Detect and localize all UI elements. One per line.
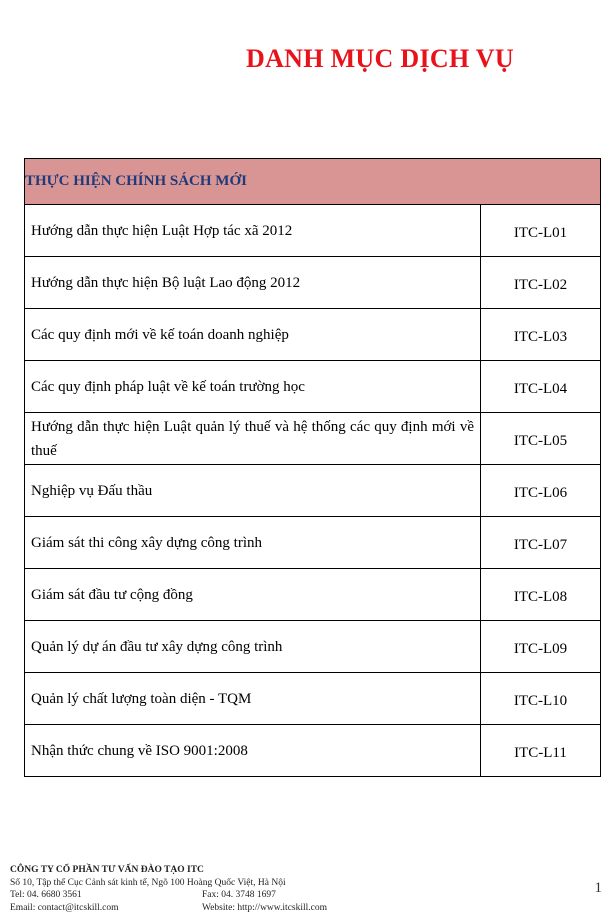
service-name: Quản lý dự án đầu tư xây dựng công trình — [25, 621, 481, 673]
footer-website: Website: http://www.itcskill.com — [202, 902, 328, 913]
footer — [10, 864, 570, 914]
service-code: ITC-L04 — [481, 361, 601, 413]
table-row — [25, 517, 601, 569]
service-code: ITC-L02 — [481, 257, 601, 309]
table-row — [25, 257, 601, 309]
service-code: ITC-L11 — [481, 725, 601, 777]
service-name: Các quy định mới về kế toán doanh nghiệp — [25, 309, 481, 361]
page-number: 1 — [594, 880, 602, 896]
service-code: ITC-L01 — [481, 205, 601, 257]
service-code: ITC-L05 — [481, 413, 601, 465]
service-code: ITC-L07 — [481, 517, 601, 569]
service-table — [24, 158, 601, 777]
footer-company: CÔNG TY CỔ PHẦN TƯ VẤN ĐÀO TẠO ITC — [10, 865, 204, 875]
footer-address: Số 10, Tập thể Cục Cảnh sát kinh tế, Ngõ 100 Hoàng Quốc Việt, Hà Nội — [10, 877, 286, 888]
footer-tel: Tel: 04. 6680 3561 — [10, 890, 82, 900]
service-name: Giám sát thi công xây dựng công trình — [25, 517, 481, 569]
table-row — [25, 569, 601, 621]
service-name: Hướng dẫn thực hiện Luật Hợp tác xã 2012 — [25, 205, 481, 257]
table-row — [25, 205, 601, 257]
service-name: Hướng dẫn thực hiện Luật quản lý thuế và hệ thống các quy định mới về thuế — [25, 413, 481, 465]
table-row — [25, 361, 601, 413]
footer-fax: Fax: 04. 3748 1697 — [202, 890, 276, 900]
footer-email: Email: contact@itcskill.com — [10, 902, 119, 913]
service-code: ITC-L06 — [481, 465, 601, 517]
table-row — [25, 725, 601, 777]
service-code: ITC-L03 — [481, 309, 601, 361]
service-name: Giám sát đầu tư cộng đồng — [25, 569, 481, 621]
service-code: ITC-L08 — [481, 569, 601, 621]
table-row — [25, 465, 601, 517]
service-code: ITC-L10 — [481, 673, 601, 725]
table-row — [25, 621, 601, 673]
service-name: Nghiệp vụ Đấu thầu — [25, 465, 481, 517]
service-name: Quản lý chất lượng toàn diện - TQM — [25, 673, 481, 725]
section-header-row — [25, 159, 601, 205]
service-name: Các quy định pháp luật về kế toán trường học — [25, 361, 481, 413]
table-row — [25, 673, 601, 725]
service-name: Hướng dẫn thực hiện Bộ luật Lao động 2012 — [25, 257, 481, 309]
table-row — [25, 309, 601, 361]
service-name: Nhận thức chung về ISO 9001:2008 — [25, 725, 481, 777]
section-header: THỰC HIỆN CHÍNH SÁCH MỚI — [25, 159, 601, 205]
page-title: DANH MỤC DỊCH VỤ — [246, 44, 514, 73]
table-row — [25, 413, 601, 465]
service-code: ITC-L09 — [481, 621, 601, 673]
